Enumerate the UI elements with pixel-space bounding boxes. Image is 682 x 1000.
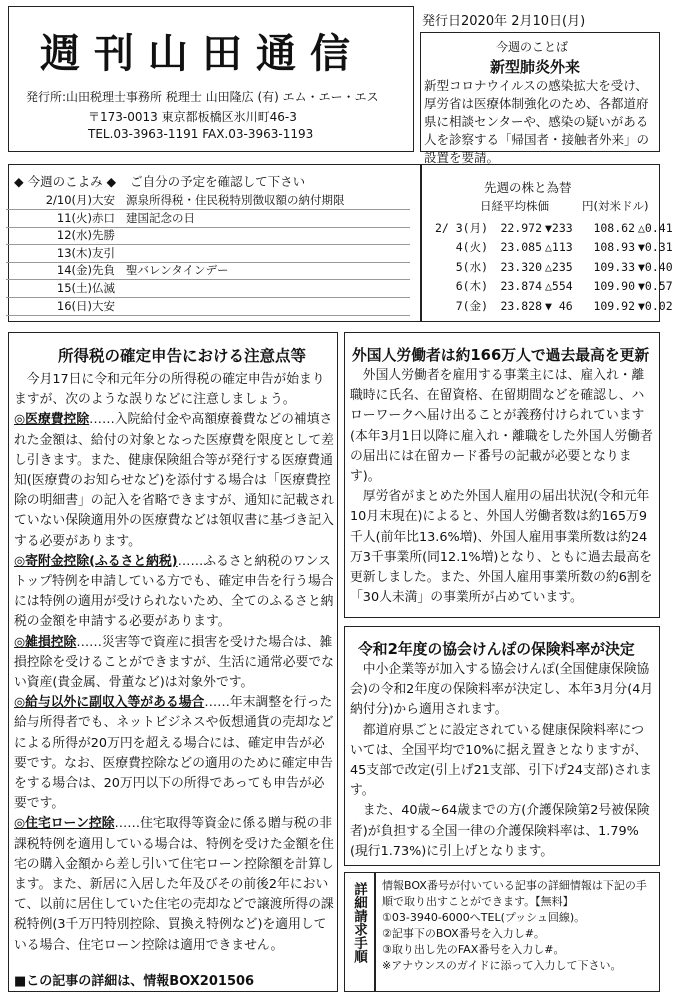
market-stock-chg: △235 — [545, 259, 573, 274]
info-procedure-intro: 情報BOX番号が付いている記事の詳細情報は下記の手順で取り出すことができます。【無料】 — [382, 879, 647, 908]
kyokai-p2: 都道府県ごとに設定されている健康保険料率については、全国平均で10%に据え置きとなりますが、45支部で改定(引上げ21支部、引下げ24支部)されます。 — [350, 722, 652, 799]
address-line: 〒173-0013 東京都板橋区氷川町46-3 — [88, 110, 297, 124]
tax-item — [14, 410, 334, 551]
tax-item-label: ◎給与以外に副収入等がある場合 — [14, 695, 205, 711]
tax-items — [14, 410, 334, 955]
tax-item — [14, 633, 334, 694]
info-procedure-step: ①03-3940-6000へTEL(プッシュ回線)。 — [382, 911, 586, 924]
market-fx: 108.93 — [593, 240, 635, 255]
market-stock: 23.874 — [500, 279, 542, 294]
tax-item-text: ……災害等で資産に損害を受けた場合は、雑損控除を受けることができますが、生活に通常必要でない資産(貴金属、骨董など)は対象外です。 — [14, 634, 334, 691]
market-fx: 108.62 — [593, 221, 635, 235]
calendar-day: 15(土) — [56, 281, 92, 295]
market-fx-chg: ▼0.02 — [638, 298, 673, 313]
tax-item-label: ◎住宅ローン控除 — [14, 816, 115, 832]
calendar-day: 14(金) — [56, 263, 92, 278]
calendar-row — [6, 245, 410, 263]
calendar-rokuyo: 仏滅 — [92, 281, 115, 295]
info-procedure-step: ②記事下のBOX番号を入力し#。 — [382, 927, 545, 940]
publisher-line: 発行所:山田税理士事務所 税理士 山田隆広 (有) エム・エー・エス — [26, 90, 379, 104]
market-stock-chg: ▼233 — [545, 221, 573, 235]
info-procedure-step: ③取り出し先のFAX番号を入力し#。 — [382, 943, 565, 956]
calendar-rokuyo: 大安 — [92, 298, 115, 313]
calendar-row — [6, 298, 410, 316]
market-day: 2/ 3(月) — [434, 221, 488, 235]
market-fx: 109.90 — [593, 279, 635, 294]
tax-intro — [14, 370, 334, 410]
market-col-stock: 日経平均株価 — [480, 199, 549, 213]
info-procedure-body — [382, 878, 656, 990]
calendar-rokuyo: 大安 — [92, 193, 115, 207]
foreign-p2: 厚労省がまとめた外国人雇用の届出状況(令和元年10月末現在)によると、外国人労働者数は約165万9千人(前年比13.6%増)、外国人雇用事業所数は約24万3千事業所(同12.1%増)となり、ともに過去最高を更新しました。また、外国人雇用事業所数の約6割を「30人未満」の事業所が占めています。 — [350, 489, 653, 606]
market-row — [432, 259, 682, 275]
tax-item-text: ……年末調整を行った給与所得者でも、ネットビジネスや仮想通貨の売却などによる所得が20万円を超える場合には、確定申告が必要です。なお、医療費控除などの適用のために確定申告をする場合は、20万円以下の所得であっても申告が必要です。 — [14, 695, 334, 812]
kyokai-article-title: 令和2年度の協会けんぽの保険料率が決定 — [358, 641, 635, 658]
market-row — [432, 220, 682, 236]
calendar-event: 聖バレンタインデー — [126, 263, 229, 278]
market-stock: 23.085 — [500, 240, 542, 255]
market-fx-chg: △0.41 — [638, 221, 673, 235]
market-title: 先週の株と為替 — [484, 180, 572, 195]
info-procedure-label: 詳細請求手順 — [351, 882, 367, 963]
calendar-title: ◆ 今週のこよみ ◆ — [14, 174, 117, 189]
weekly-word-body: 新型コロナウイルスの感染拡大を受け、厚労省は医療体制強化のため、各都道府県に相談センターや、感染の疑いがある人を診察する「帰国者・接触者外来」の設置を要請。 — [424, 78, 650, 165]
calendar-day: 11(火) — [56, 210, 92, 225]
tax-article-title: 所得税の確定申告における注意点等 — [58, 347, 307, 365]
weekly-word-title: 今週のことば — [496, 40, 569, 54]
calendar-event: 源泉所得税・住民税特別徴収額の納付期限 — [126, 193, 345, 207]
market-row — [432, 278, 682, 294]
calendar-rokuyo: 赤口 — [92, 210, 115, 225]
tax-item-text: ……住宅取得等資金に係る贈与税の非課税特例を適用している場合は、特例を受けた金額を住宅の購入金額から差し引いて住宅ローン控除額を計算します。また、新居に入居した年及びその前後2年において、以前に居住していた住宅の売却などで譲渡所得の課税特例(3千万円特別控除、買換え特例など)を適用している場合、住宅ローン控除は適用できません。 — [14, 816, 334, 953]
info-procedure-label-divider — [374, 872, 376, 992]
market-divider — [420, 164, 422, 322]
weekly-word-headline: 新型肺炎外来 — [490, 58, 581, 76]
contact-line: TEL.03-3963-1191 FAX.03-3963-1193 — [88, 127, 314, 141]
calendar-row — [6, 280, 410, 298]
tax-item — [14, 552, 334, 633]
tax-item-label: ◎雑損控除 — [14, 634, 77, 650]
market-fx-chg: ▼0.57 — [638, 279, 673, 294]
market-day: 4(火) — [455, 240, 488, 255]
kyokai-p3: また、40歳~64歳までの方(介護保険第2号被保険者)が負担する全国一律の介護保険料率は、1.79%(現行1.73%)に引上げとなります。 — [350, 803, 650, 859]
tax-item — [14, 814, 334, 955]
calendar-row — [6, 262, 410, 280]
market-stock-chg: △554 — [545, 279, 573, 294]
tax-item — [14, 693, 334, 814]
calendar-row — [6, 227, 410, 245]
tax-item-text: ……入院給付金や高額療養費などの補填された金額は、給付の対象となった医療費を限度として差し引きます。また、健康保険組合等が発行する医療費通知(医療費のお知らせなど)を添付する場合は「医療費控除の明細書」の記入を省略できますが、通知に記載されていない保険適用外の医療費などは領収書に基づき記入する必要があります。 — [14, 412, 334, 549]
market-day: 6(木) — [455, 279, 488, 294]
info-procedure-step: ※アナウンスのガイドに添って入力して下さい。 — [382, 959, 622, 972]
market-fx: 109.92 — [593, 298, 635, 313]
foreign-article-body — [350, 366, 656, 614]
calendar-rokuyo: 先勝 — [92, 228, 115, 243]
market-stock: 23.828 — [500, 298, 542, 313]
issue-date: 発行日2020年 2月10日(月) — [422, 14, 586, 29]
calendar-day: 16(日) — [56, 298, 92, 313]
market-stock: 22.972 — [500, 221, 542, 235]
market-fx-chg: ▼0.40 — [638, 259, 673, 274]
calendar-day: 13(木) — [56, 245, 92, 260]
market-fx: 109.33 — [593, 259, 635, 274]
newsletter-title: 週刊山田通信 — [40, 30, 364, 77]
kyokai-article-body — [350, 660, 656, 864]
calendar-rokuyo: 先負 — [92, 263, 115, 278]
calendar-note: ご自分の予定を確認して下さい — [130, 174, 306, 189]
kyokai-p1: 中小企業等が加入する協会けんぽ(全国健康保険協会)の令和2年度の保険料率が決定し、本年3月分(4月納付分)から適用されます。 — [350, 662, 654, 718]
market-row — [432, 298, 682, 314]
tax-intro-text: 今月17日に令和元年分の所得税の確定申告が始まりますが、次のような誤りなどに注意しましょう。 — [14, 372, 325, 408]
tax-article-body — [14, 370, 334, 962]
calendar-rokuyo: 友引 — [92, 245, 115, 260]
tax-item-label: ◎医療費控除 — [14, 412, 90, 428]
calendar-day: 2/10(月) — [45, 193, 92, 207]
market-day: 5(水) — [455, 259, 488, 274]
info-procedure-steps — [382, 910, 656, 974]
calendar-day: 12(水) — [56, 228, 92, 243]
market-stock-chg: ▼ 46 — [545, 298, 573, 313]
calendar-row — [6, 192, 410, 210]
market-row — [432, 239, 682, 255]
market-col-fx: 円(対米ドル) — [582, 199, 649, 213]
tax-item-label: ◎寄附金控除(ふるさと納税) — [14, 553, 178, 569]
market-fx-chg: ▼0.31 — [638, 240, 673, 255]
calendar-header — [14, 172, 305, 190]
calendar-row — [6, 210, 410, 228]
market-day: 7(金) — [455, 298, 488, 313]
tax-footer: ■この記事の詳細は、情報BOX201506 — [14, 974, 255, 989]
foreign-p1: 外国人労働者を雇用する事業主には、雇入れ・離職時に氏名、在留資格、在留期間などを確認し、ハローワークへ届け出ることが義務付けられています(本年3月1日以降に雇入れ・離職をした外国人労働者の届出には在留カード番号の記載が必要となります)。 — [350, 368, 653, 485]
tax-item-text: ……ふるさと納税のワンストップ特例を申請している方でも、確定申告を行う場合には特例の適用が受けられないため、全てのふるさと納税の金額を申請する必要があります。 — [14, 553, 334, 630]
foreign-article-title: 外国人労働者は約166万人で過去最高を更新 — [352, 347, 650, 364]
market-stock-chg: △113 — [545, 240, 573, 255]
market-stock: 23.320 — [500, 259, 542, 274]
calendar-event: 建国記念の日 — [126, 210, 195, 225]
